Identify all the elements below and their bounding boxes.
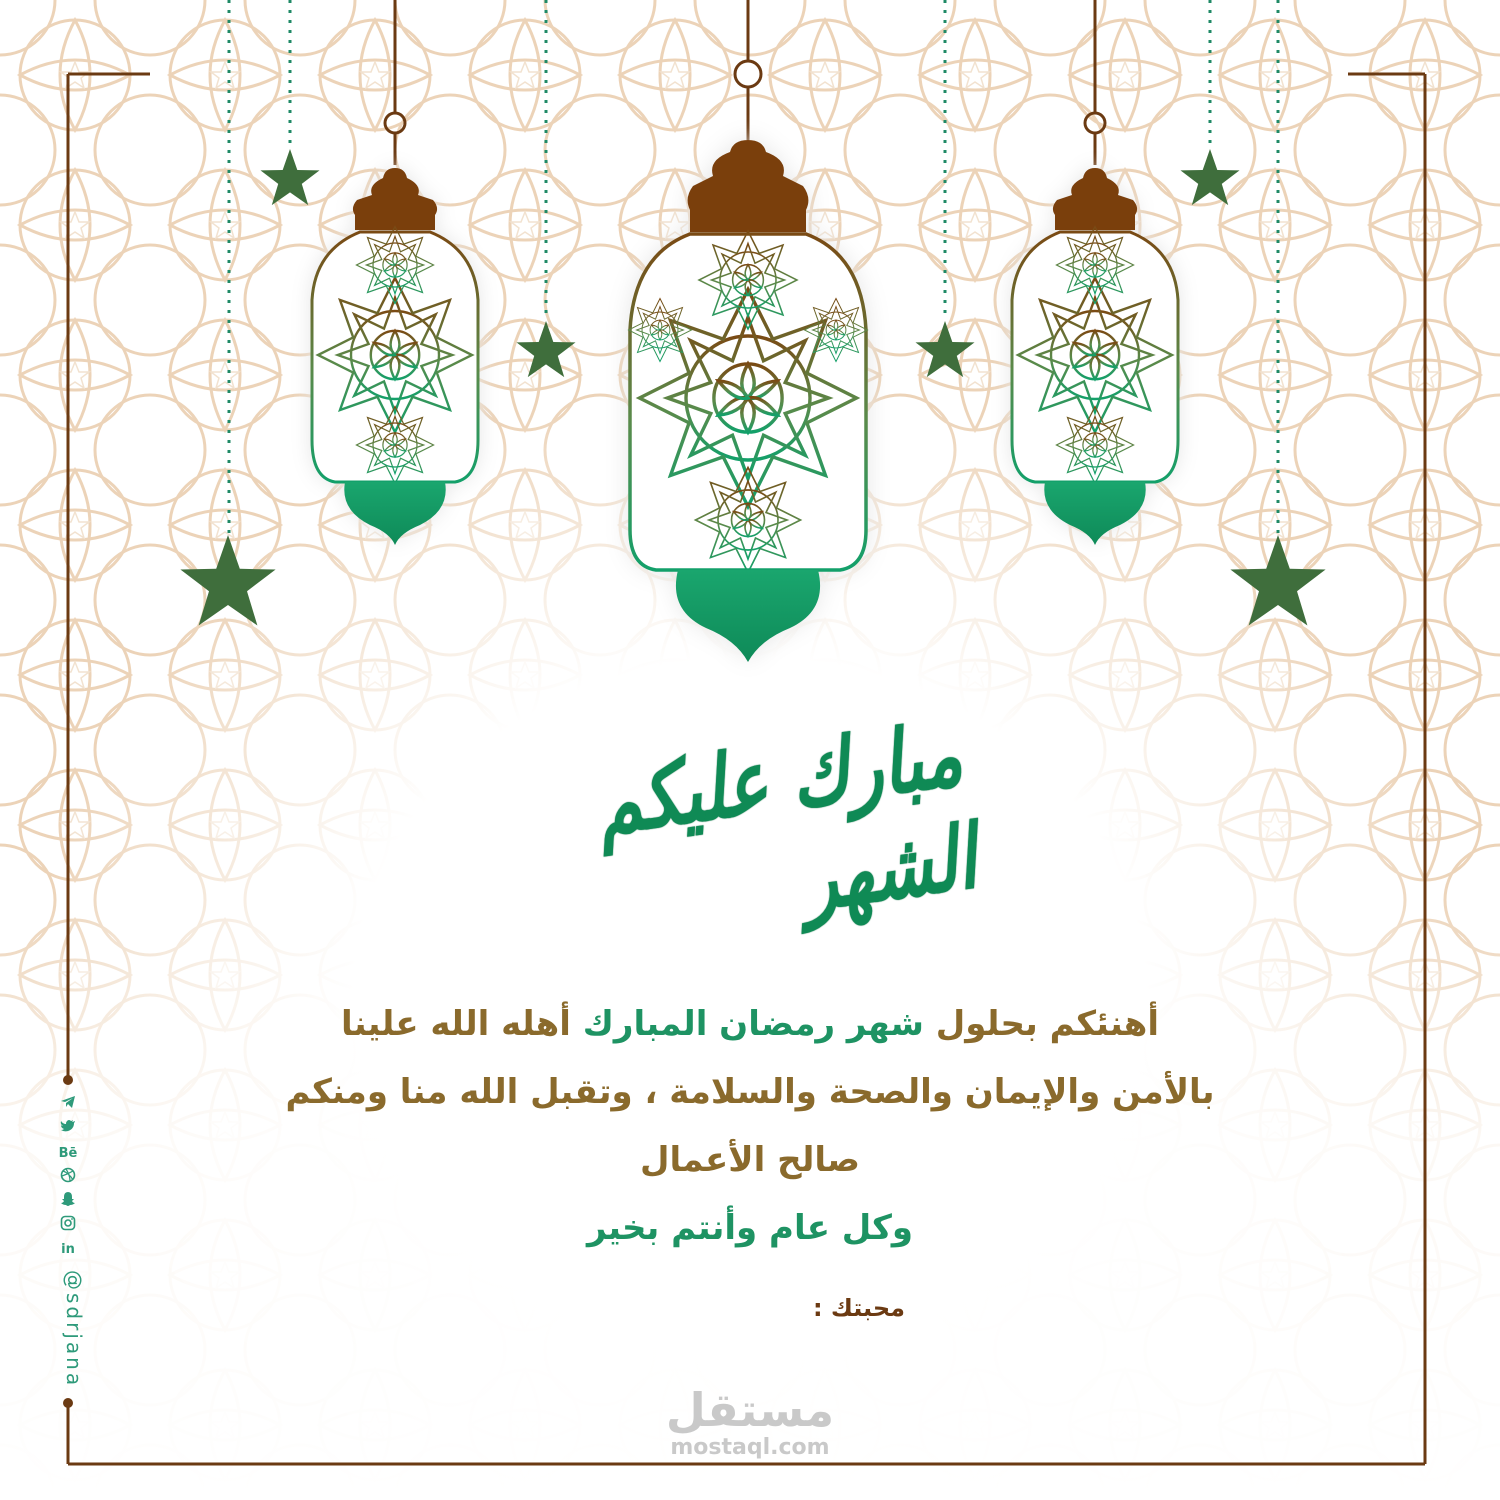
star-icon [260, 149, 319, 205]
greeting-line-2: بالأمن والإيمان والصحة والسلامة ، وتقبل الله منا ومنكم [285, 1072, 1215, 1112]
watermark-url: mostaql.com [670, 1435, 830, 1460]
frame-dot-bottom [63, 1398, 73, 1408]
mostaql-watermark [640, 1385, 860, 1461]
greeting-text [250, 990, 1250, 1262]
greeting-line-3: صالح الأعمال [640, 1140, 860, 1180]
frame-dot-top [63, 1075, 73, 1085]
watermark-arabic: مستقل [665, 1383, 835, 1437]
star-icon [1180, 149, 1239, 205]
greeting-line-4: وكل عام وأنتم بخير [586, 1208, 914, 1248]
twitter-icon[interactable] [60, 1119, 76, 1141]
star-icon [915, 321, 974, 377]
telegram-icon[interactable] [60, 1095, 76, 1117]
star-icon [516, 321, 575, 377]
calligraphy-text: مبارك عليكم الشهر [589, 701, 983, 932]
signature-label: محبتك : [812, 1294, 905, 1322]
ramadan-calligraphy-title [530, 701, 983, 950]
snapchat-icon[interactable] [60, 1191, 76, 1213]
star-icon [180, 535, 275, 626]
dribbble-icon[interactable] [60, 1167, 76, 1189]
lantern-center [629, 140, 868, 662]
social-handle[interactable]: @sdrjana [62, 1270, 86, 1389]
linkedin-icon[interactable]: in [61, 1242, 75, 1257]
lantern-left [312, 168, 478, 545]
behance-icon[interactable]: Bē [58, 1146, 78, 1161]
instagram-icon[interactable] [60, 1215, 76, 1237]
social-links [56, 1095, 80, 1261]
lantern-right [1012, 168, 1178, 545]
greeting-line-1: أهنئكم بحلول شهر رمضان المبارك أهله الله علينا [340, 1004, 1160, 1044]
star-icon [1230, 535, 1325, 626]
